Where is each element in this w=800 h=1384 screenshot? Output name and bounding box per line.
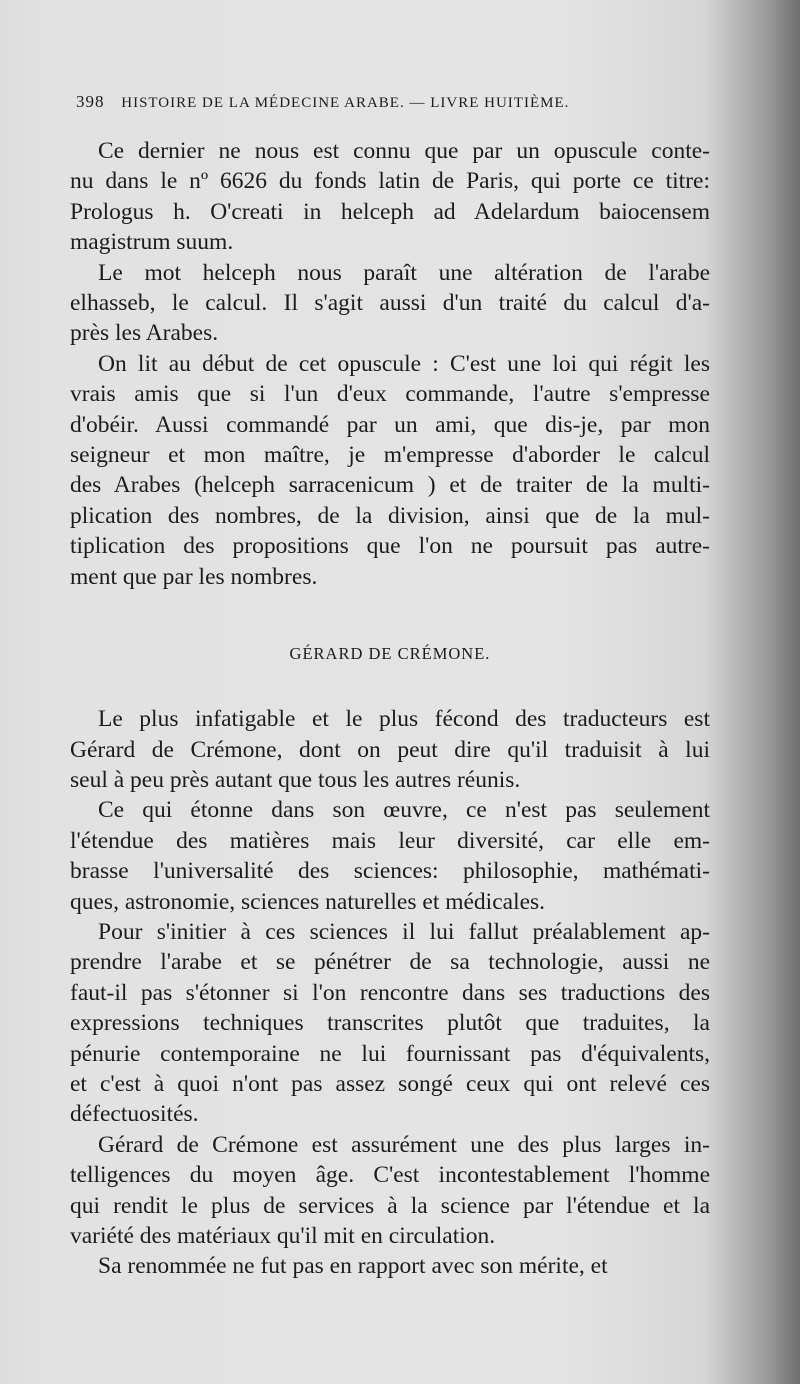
text-line: plication des nombres, de la division, ainsi que de la mul- [70,502,710,529]
text-line: magistrum suum. [70,229,234,256]
section-heading: GÉRARD DE CRÉMONE. [289,644,491,664]
text-line: l'étendue des matières mais leur diversité, car elle em- [70,827,710,854]
text-line: ment que par les nombres. [70,563,318,590]
paragraphs-before-heading [70,136,710,592]
text-line: tiplication des propositions que l'on ne poursuit pas autre- [70,533,710,560]
text-line: défectuosités. [70,1101,199,1128]
paragraphs-after-heading [70,704,710,1282]
paragraph [70,258,710,349]
text-line: Le plus infatigable et le plus fécond des traducteurs est [98,706,710,733]
text-line: elhasseb, le calcul. Il s'agit aussi d'un traité du calcul d'a- [70,290,710,317]
text-line: expressions techniques transcrites plutôt que traduites, la [70,1010,710,1037]
text-line: près les Arabes. [70,320,219,347]
paragraph [70,704,710,795]
text-line: ques, astronomie, sciences naturelles et médicales. [70,888,546,915]
running-header [76,92,716,112]
text-line: Sa renommée ne fut pas en rapport avec son mérite, et [98,1253,608,1280]
text-line: seul à peu près autant que tous les autres réunis. [70,766,521,793]
text-line: prendre l'arabe et se pénétrer de sa technologie, aussi ne [70,949,710,976]
paragraph [70,795,710,917]
text-line: Gérard de Crémone est assurément une des plus larges in- [98,1131,710,1158]
text-line: des Arabes (helceph sarracenicum ) et de traiter de la multi- [70,472,710,499]
paragraph [70,136,710,258]
text-line: pénurie contemporaine ne lui fournissant pas d'équivalents, [70,1040,710,1067]
text-line: brasse l'universalité des sciences: philosophie, mathémati- [70,858,710,885]
running-title: HISTOIRE DE LA MÉDECINE ARABE. — LIVRE HUITIÈME. [121,95,570,111]
paragraph [70,349,710,592]
text-line: vrais amis que si l'un d'eux commande, l'autre s'empresse [70,381,710,408]
text-line: qui rendit le plus de services à la science par l'étendue et la [70,1192,710,1219]
paragraph [70,1130,710,1252]
text-line: Prologus h. O'creati in helceph ad Adelardum baiocensem [70,198,710,225]
page-number: 398 [76,92,105,111]
text-line: variété des matériaux qu'il mit en circulation. [70,1223,496,1249]
text-line: faut-il pas s'étonner si l'on rencontre dans ses traductions des [70,979,710,1006]
text-line: seigneur et mon maître, je m'empresse d'aborder le calcul [70,442,710,469]
body-text [70,136,710,1282]
text-line: Ce dernier ne nous est connu que par un opuscule conte- [98,138,710,164]
paragraph [70,1251,710,1281]
paragraph [70,917,710,1130]
text-line: Ce qui étonne dans son œuvre, ce n'est pas seulement [98,797,710,824]
text-line: Gérard de Crémone, dont on peut dire qu'il traduisit à lui [70,736,710,763]
text-line: telligences du moyen âge. C'est incontestablement l'homme [70,1162,710,1189]
text-line: nu dans le nº 6626 du fonds latin de Paris, qui porte ce titre: [70,168,710,195]
text-line: et c'est à quoi n'ont pas assez songé ceux qui ont relevé ces [70,1070,710,1097]
text-line: Le mot helceph nous paraît une altération de l'arabe [98,259,710,286]
text-line: Pour s'initier à ces sciences il lui fallut préalablement ap- [98,918,710,945]
text-line: d'obéir. Aussi commandé par un ami, que dis-je, par mon [70,411,710,438]
text-line: On lit au début de cet opuscule : C'est une loi qui régit les [98,350,710,377]
